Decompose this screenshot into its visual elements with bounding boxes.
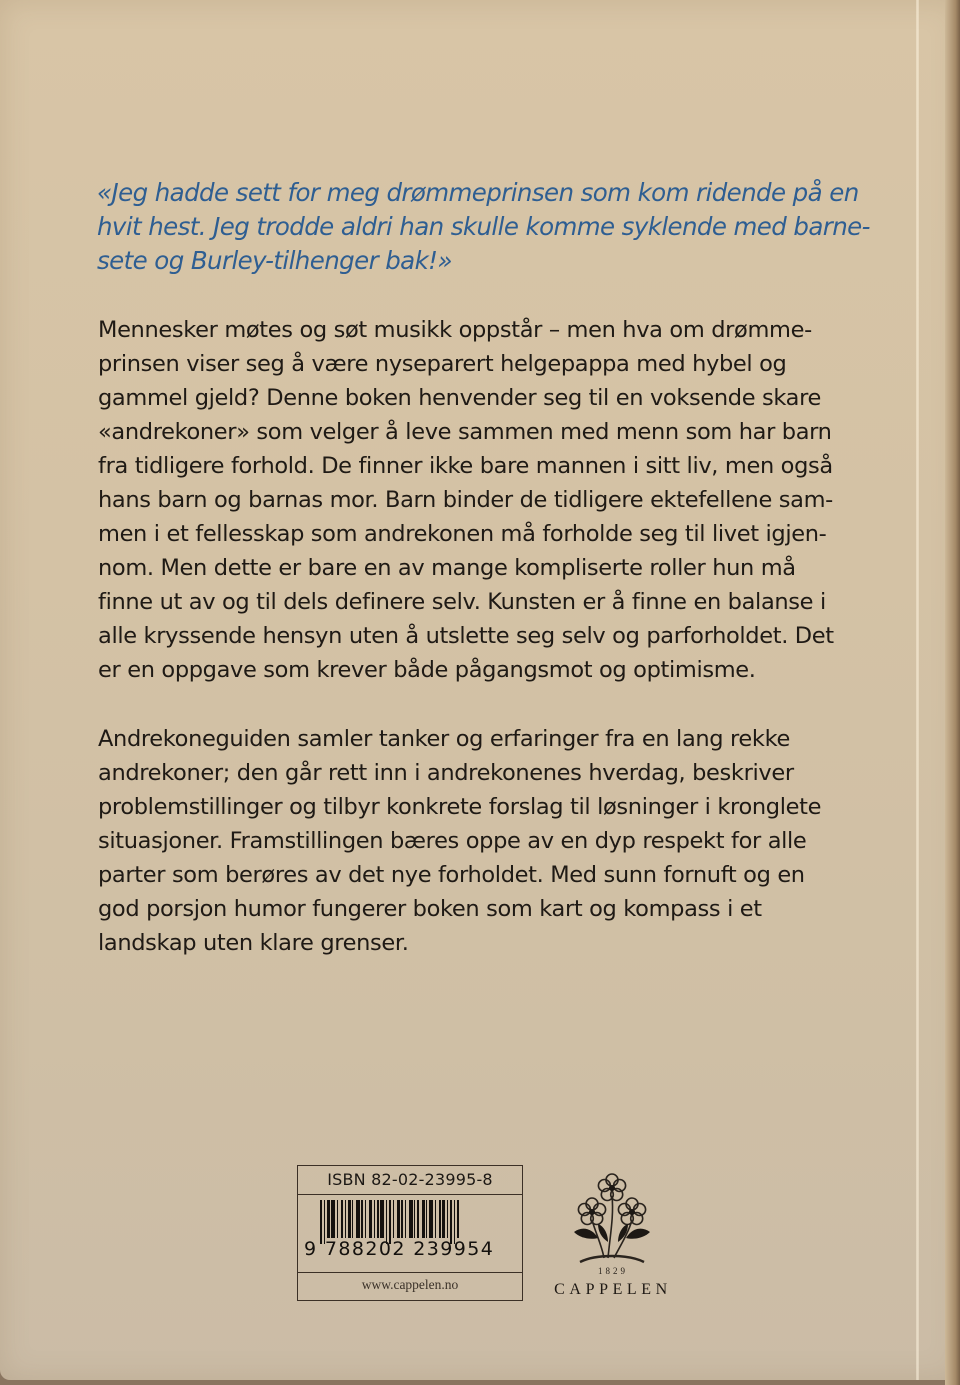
paragraph-line: gammel gjeld? Denne boken henvender seg til en voksende skare <box>98 385 822 411</box>
paragraph-line: er en oppgave som krever både pågangsmot og optimisme. <box>98 657 756 683</box>
publisher-url: www.cappelen.no <box>298 1272 522 1301</box>
paragraph-line: Andrekoneguiden samler tanker og erfaringer fra en lang rekke <box>98 726 790 752</box>
paragraph-line: hans barn og barnas mor. Barn binder de tidligere ektefellene sam- <box>98 487 833 513</box>
publisher-name: CAPPELEN <box>554 1281 672 1298</box>
paragraph-line: prinsen viser seg å være nyseparert helgepappa med hybel og <box>98 351 787 377</box>
publisher-founded-year: 1829 <box>598 1266 628 1276</box>
barcode-number: 9 788202 239954 <box>304 1238 495 1260</box>
three-flowers-icon <box>548 1166 678 1266</box>
paragraph-line: «andrekoner» som velger å leve sammen med menn som har barn <box>98 419 832 445</box>
paragraph-line: landskap uten klare grenser. <box>98 930 409 956</box>
barcode-icon <box>320 1200 505 1238</box>
paragraph-line: god porsjon humor fungerer boken som kart og kompass i et <box>98 896 762 922</box>
book-edge <box>945 0 960 1385</box>
quote-line: «Jeg hadde sett for meg drømmeprinsen som kom ridende på en <box>97 178 859 207</box>
paragraph-line: fra tidligere forhold. De finner ikke bare mannen i sitt liv, men også <box>98 453 833 479</box>
paragraph-line: problemstillinger og tilbyr konkrete forslag til løsninger i kronglete <box>98 794 822 820</box>
blurb-quote <box>97 176 887 278</box>
paragraph-line: parter som berøres av det nye forholdet. Med sunn fornuft og en <box>98 862 805 888</box>
publisher-logo <box>548 1166 678 1306</box>
cover-fold-line <box>916 0 919 1380</box>
isbn-barcode-box <box>297 1165 523 1301</box>
paragraph-line: nom. Men dette er bare en av mange kompliserte roller hun må <box>98 555 796 581</box>
paragraph-line: men i et fellesskap som andrekonen må forholde seg til livet igjen- <box>98 521 827 547</box>
isbn-label: ISBN 82-02-23995-8 <box>298 1166 522 1195</box>
paragraph-line: andrekoner; den går rett inn i andrekonenes hverdag, beskriver <box>98 760 794 786</box>
paragraph-line: situasjoner. Framstillingen bæres oppe av en dyp respekt for alle <box>98 828 807 854</box>
quote-line: hvit hest. Jeg trodde aldri han skulle komme syklende med barne- <box>97 212 870 241</box>
quote-line: sete og Burley-tilhenger bak!» <box>97 246 452 275</box>
paragraph-line: Mennesker møtes og søt musikk oppstår – men hva om drømme- <box>98 317 812 343</box>
paragraph-line: finne ut av og til dels definere selv. Kunsten er å finne en balanse i <box>98 589 826 615</box>
paragraph-line: alle kryssende hensyn uten å utslette seg selv og parforholdet. Det <box>98 623 834 649</box>
description-paragraph-1 <box>98 313 888 687</box>
description-paragraph-2 <box>98 722 888 960</box>
